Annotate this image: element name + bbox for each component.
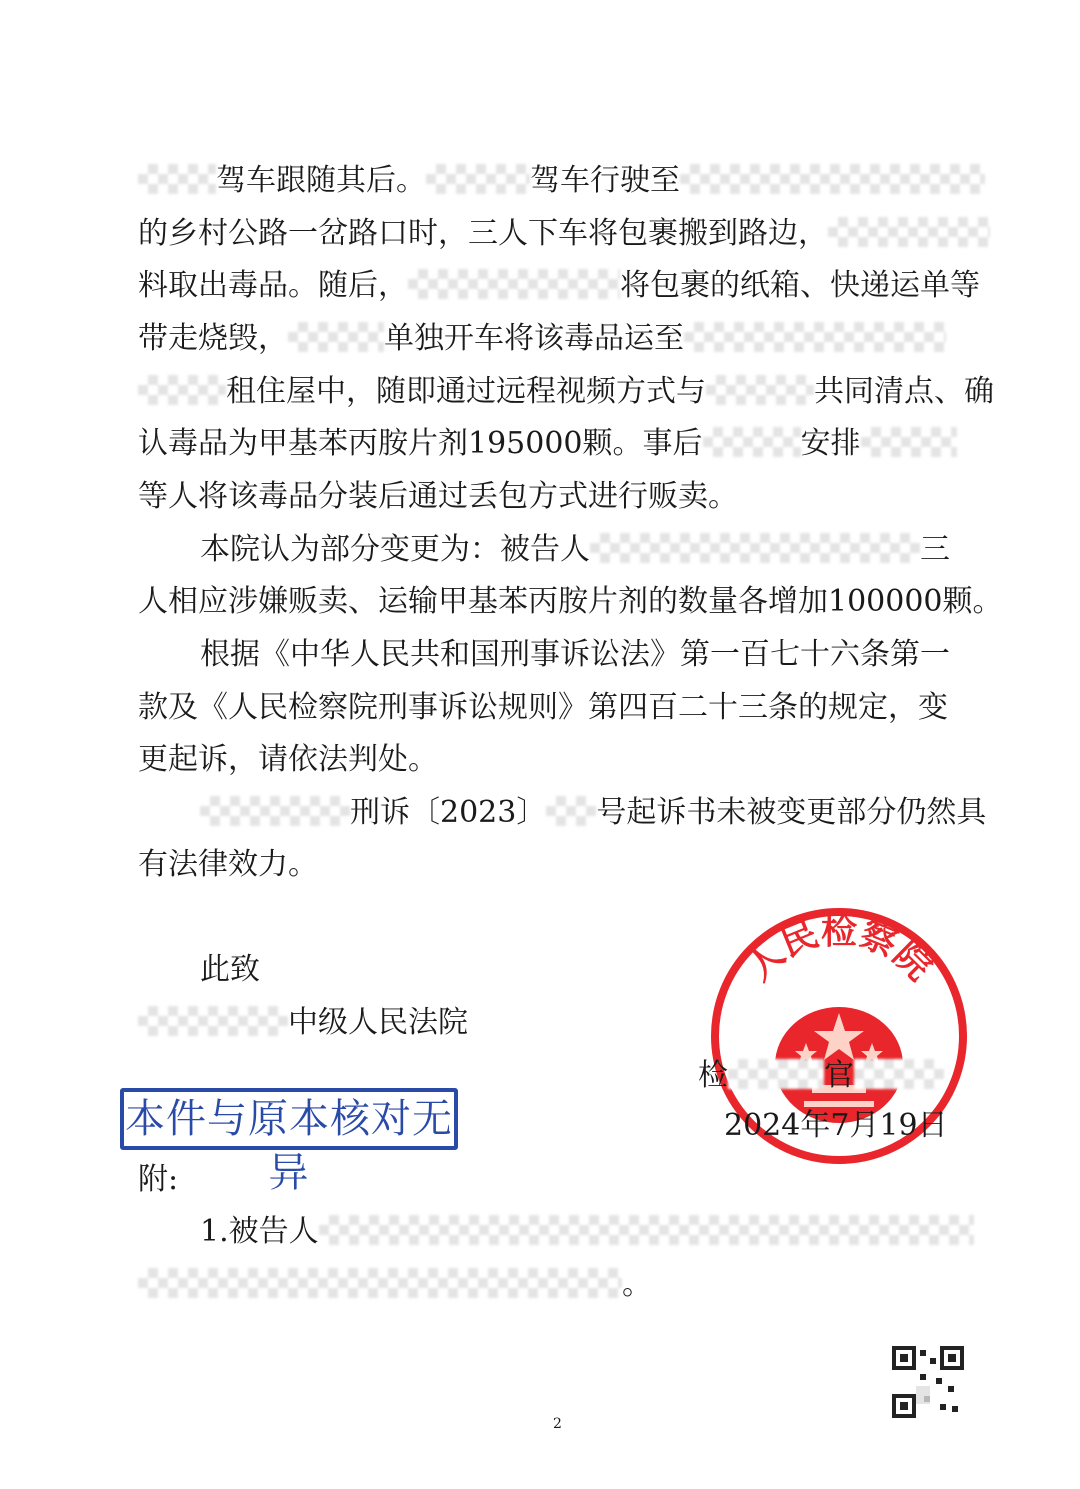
body-line-5 [138, 372, 994, 412]
verification-stamp: 本件与原本核对无异 [120, 1088, 458, 1150]
redacted-location [138, 375, 226, 405]
body-text: 等人将该毒品分装后通过丢包方式进行贩卖。 [138, 479, 738, 514]
redacted-details [138, 1268, 622, 1298]
body-text: 安排 [800, 426, 861, 461]
redacted-name [703, 427, 801, 457]
redacted-name [426, 164, 530, 194]
para4-line-1 [200, 793, 986, 833]
body-line-6 [138, 424, 957, 464]
body-text: 有法律效力。 [138, 847, 318, 882]
para3-line-1 [200, 635, 950, 675]
body-line-1 [138, 161, 985, 201]
para2-line-1 [200, 530, 950, 570]
date: 2024年7月19日 [724, 1108, 948, 1143]
body-text: 认毒品为甲基苯丙胺片剂195000颗。事后 [138, 426, 703, 461]
body-text: 本院认为部分变更为：被告人 [200, 532, 590, 567]
body-text: 根据《中华人民共和国刑事诉讼法》第一百七十六条第一 [200, 637, 950, 672]
seal-text: 人民检察院 [738, 911, 940, 989]
redacted-name [706, 375, 814, 405]
body-text: 驾车行驶至 [530, 163, 680, 198]
redacted-name [861, 427, 957, 457]
para2-line-2 [138, 582, 1003, 622]
para3-line-3 [138, 740, 438, 780]
body-text: 刑诉〔2023〕 [350, 795, 547, 830]
attachment-item-1-cont [138, 1265, 652, 1305]
redacted-names [319, 1215, 974, 1245]
body-text: 更起诉，请依法判处。 [138, 742, 438, 777]
signer-line [698, 1056, 944, 1096]
recipient-line [138, 1003, 468, 1043]
body-text: 人相应涉嫌贩卖、运输甲基苯丙胺片剂的数量各增加100000颗。 [138, 584, 1003, 619]
redacted-name [828, 217, 990, 247]
svg-text:人民检察院 [739, 911, 940, 989]
redacted-number [546, 796, 596, 826]
redacted-agency [200, 796, 350, 826]
recipient: 中级人民法院 [288, 1005, 468, 1040]
body-line-2 [138, 214, 990, 254]
body-text: 驾车跟随其后。 [216, 163, 426, 198]
redacted-location [684, 322, 946, 352]
body-text: 款及《人民检察院刑事诉讼规则》第四百二十三条的规定，变 [138, 690, 948, 725]
body-line-4 [138, 319, 946, 359]
body-text: 号起诉书未被变更部分仍然具 [596, 795, 987, 830]
body-text: 租住屋中，随即通过远程视频方式与 [226, 374, 706, 409]
redacted-location [680, 164, 985, 194]
redacted-names [590, 533, 920, 563]
body-text: 三 [920, 532, 950, 567]
body-text: 带走烧毁， [138, 321, 288, 356]
salutation: 此致 [200, 952, 260, 987]
body-text: 单独开车将该毒品运至 [384, 321, 684, 356]
signer-suffix: 官 [824, 1058, 854, 1093]
body-text: 的乡村公路一岔路口时，三人下车将包裹搬到路边， [138, 216, 828, 251]
page-number: 2 [553, 1416, 562, 1432]
body-line-7 [138, 477, 738, 517]
attachment-label: 附: [138, 1162, 179, 1197]
attachment-end: 。 [622, 1267, 652, 1302]
para4-line-2 [138, 845, 318, 885]
redacted-signer [854, 1059, 944, 1089]
body-text: 将包裹的纸箱、快递运单等 [620, 268, 980, 303]
redacted-name [288, 322, 384, 352]
redacted-name [138, 164, 216, 194]
attachment-item-1 [200, 1212, 974, 1252]
body-text: 料取出毒品。随后， [138, 268, 408, 303]
redacted-city [138, 1006, 288, 1036]
body-line-3 [138, 266, 980, 306]
redacted-name [408, 269, 620, 299]
signer-prefix: 检 [698, 1058, 728, 1093]
para3-line-2 [138, 688, 948, 728]
body-text: 共同清点、确 [814, 374, 994, 409]
redacted-signer [728, 1059, 824, 1089]
qr-code-icon [892, 1346, 964, 1418]
attachment-text: 1.被告人 [200, 1214, 319, 1249]
